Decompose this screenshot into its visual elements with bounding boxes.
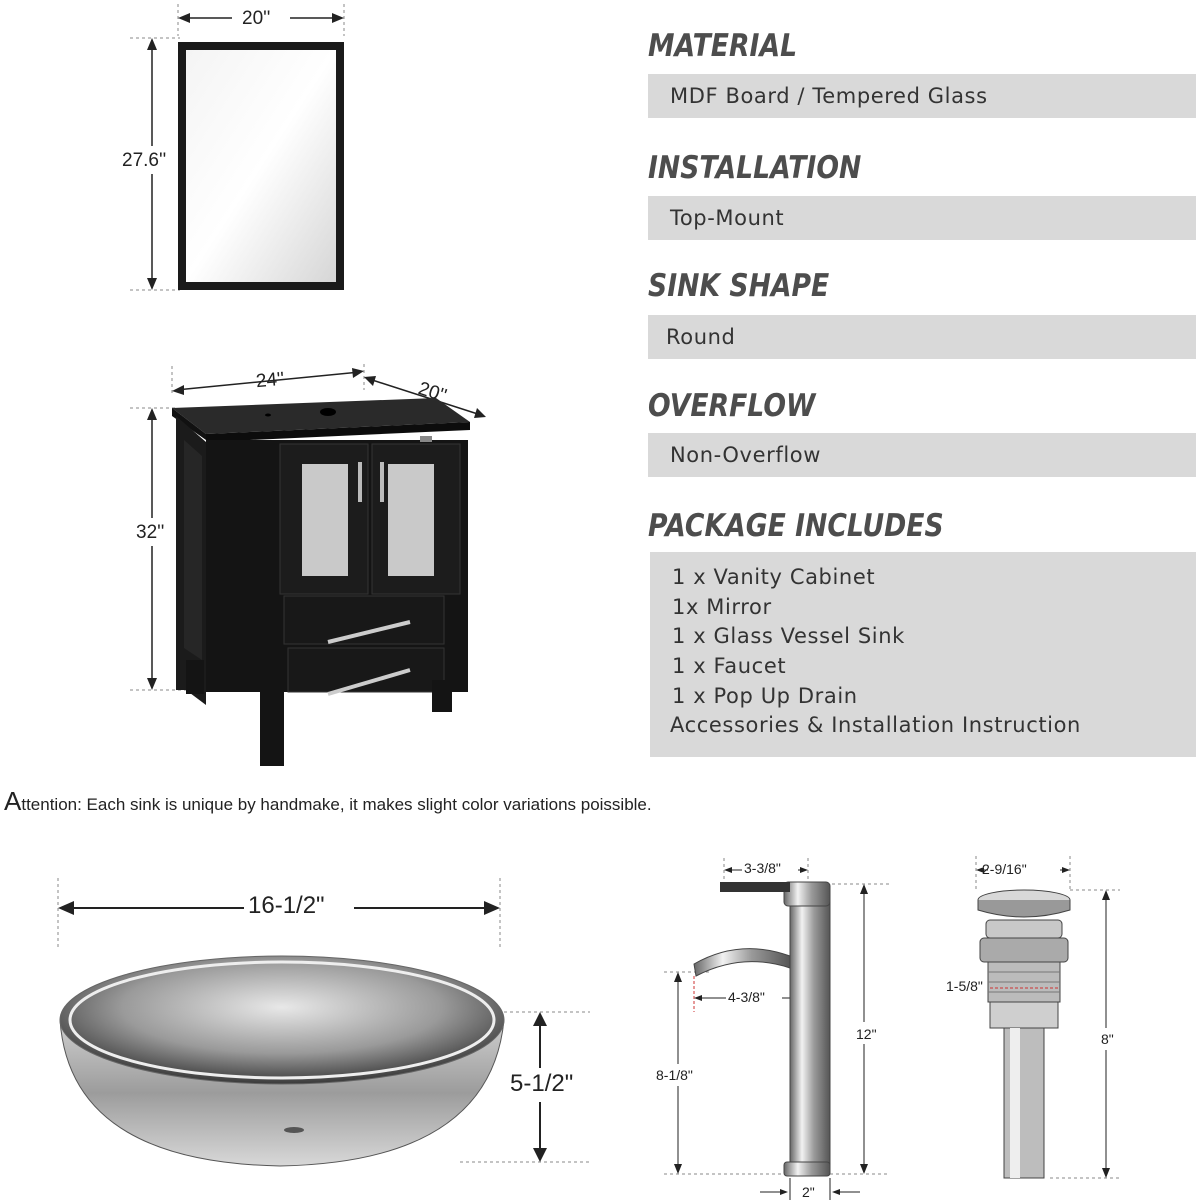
- overflow-value: Non-Overflow: [670, 443, 821, 467]
- cabinet-height-label: 32'': [136, 522, 165, 543]
- mirror-height-label: 27.6'': [122, 150, 167, 171]
- overflow-bar: [648, 433, 1196, 477]
- cabinet-depth-label: 20'': [415, 378, 450, 407]
- package-item: Accessories & Installation Instruction: [670, 713, 1081, 738]
- package-item: 1 x Vanity Cabinet: [672, 565, 876, 589]
- package-item: 1 x Pop Up Drain: [672, 683, 858, 708]
- faucet-spout-label: 4-3/8": [728, 989, 765, 1005]
- package-item: 1 x Glass Vessel Sink: [672, 624, 905, 649]
- drain-top-label: 2-9/16": [982, 861, 1027, 877]
- installation-value: Top-Mount: [670, 206, 785, 230]
- cabinet-width-label: 24'': [255, 368, 286, 393]
- sink-shape-value: Round: [666, 325, 736, 349]
- drain-middle-label: 1-5/8": [946, 978, 983, 994]
- attention-first-letter: A: [4, 786, 22, 816]
- faucet-height-label: 12": [856, 1026, 877, 1042]
- overflow-heading: OVERFLOW: [648, 388, 816, 424]
- faucet-top-label: 3-3/8": [744, 860, 781, 876]
- package-item: 1x Mirror: [672, 594, 772, 619]
- installation-bar: [648, 196, 1196, 240]
- sink-height-label: 5-1/2": [510, 1070, 574, 1097]
- faucet-base-label: 2": [802, 1184, 815, 1200]
- package-list: [672, 563, 1081, 741]
- mirror-width-label: 20'': [242, 8, 271, 29]
- sink-diameter-label: 16-1/2": [248, 892, 325, 919]
- sink-shape-heading: SINK SHAPE: [648, 268, 830, 304]
- attention-note: [4, 786, 652, 817]
- installation-heading: INSTALLATION: [648, 150, 862, 186]
- package-item: 1 x Faucet: [672, 654, 787, 679]
- material-value: MDF Board / Tempered Glass: [670, 84, 988, 108]
- cabinet-drawing: [120, 360, 500, 770]
- faucet-spout-height-label: 8-1/8": [656, 1067, 693, 1083]
- material-heading: MATERIAL: [648, 28, 798, 64]
- material-bar: [648, 74, 1196, 118]
- drain-drawing: [940, 850, 1140, 1190]
- sink-shape-bar: [648, 315, 1196, 359]
- attention-text: ttention: Each sink is unique by handmake, it makes slight color variations poissible.: [21, 795, 652, 814]
- package-heading: PACKAGE INCLUDES: [648, 508, 944, 544]
- package-bar: [650, 552, 1196, 757]
- drain-height-label: 8": [1101, 1031, 1114, 1047]
